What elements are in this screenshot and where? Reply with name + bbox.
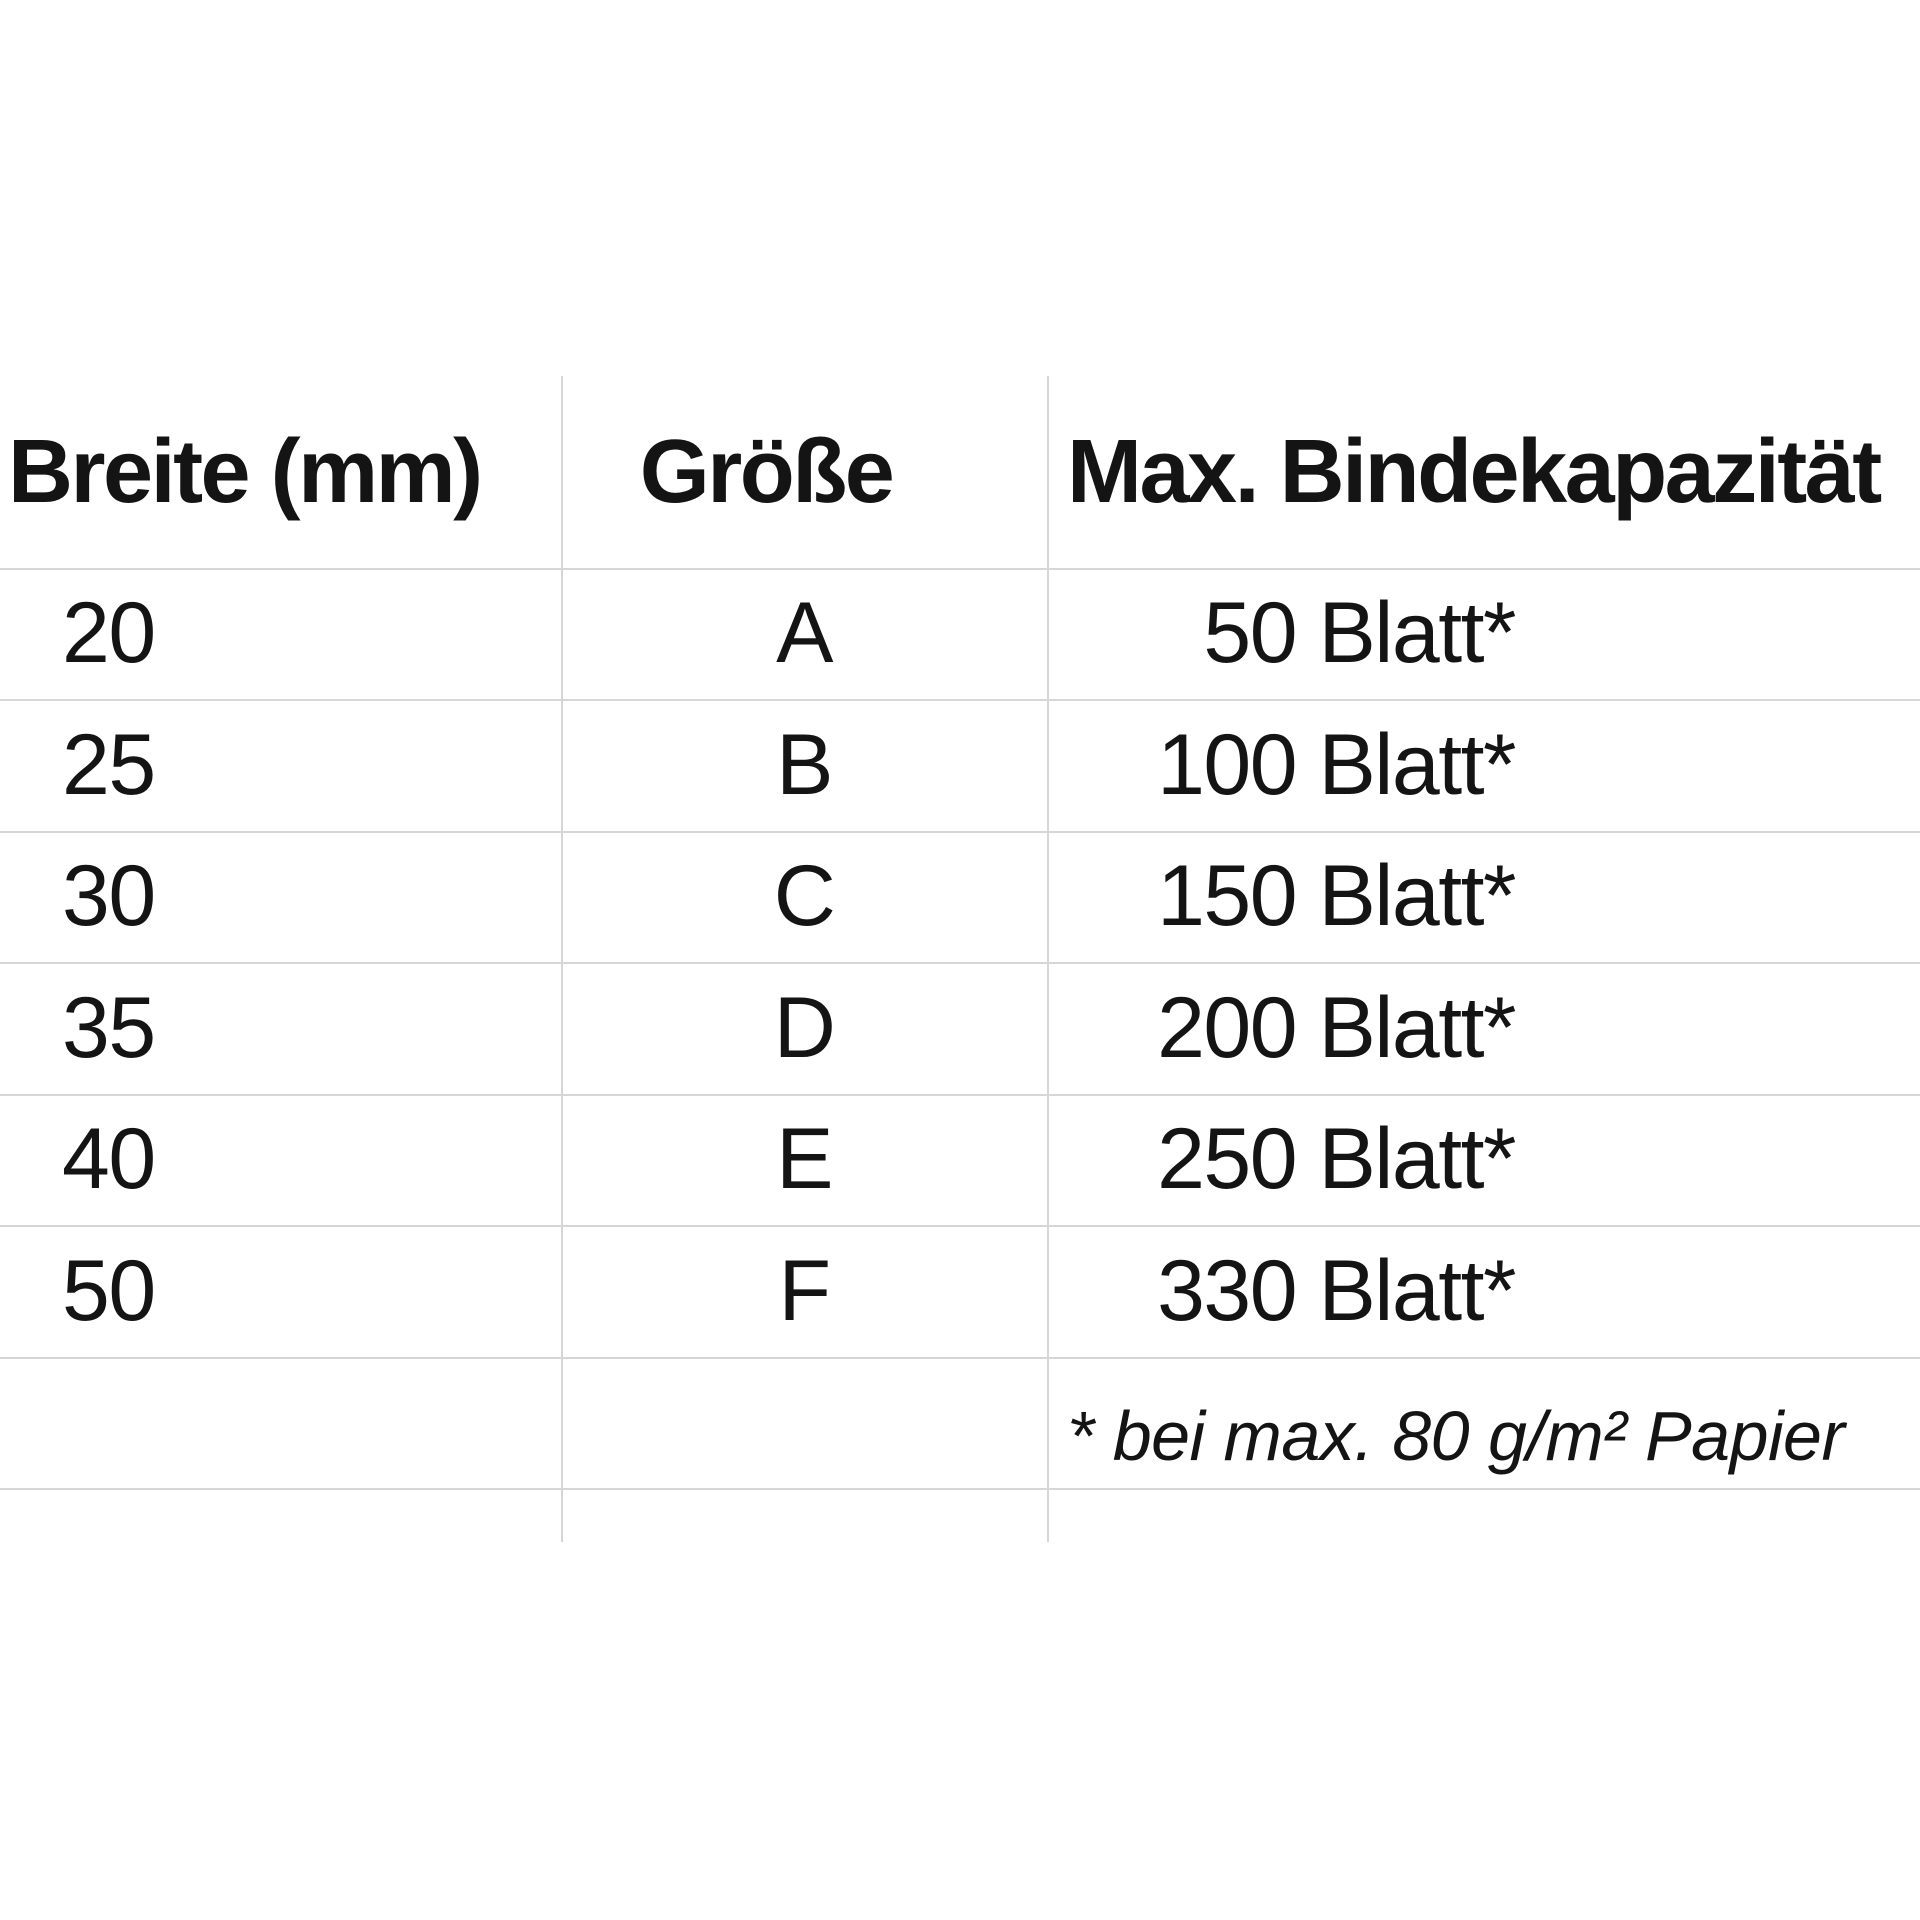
cell-breite: 20	[62, 585, 155, 681]
column-header-kapazitaet: Max. Bindekapazität	[1067, 421, 1880, 522]
cell-breite: 25	[62, 716, 155, 813]
table-header-row	[0, 376, 1920, 568]
cell-kapazitaet	[1047, 1225, 1920, 1357]
column-divider-1	[561, 376, 563, 1542]
cell-groesse: B	[776, 716, 832, 813]
cell-groesse: D	[773, 979, 835, 1076]
cell-kapazitaet	[1047, 831, 1920, 962]
kapazitaet-value: 150 Blatt*	[1157, 848, 1515, 944]
footnote-text: * bei max. 80 g/m² Papier	[1067, 1396, 1845, 1475]
cell-breite: 40	[62, 1111, 155, 1207]
cell-kapazitaet	[1047, 962, 1920, 1094]
column-header-breite: Breite (mm)	[8, 421, 481, 522]
row-divider	[0, 1357, 1920, 1359]
cell-kapazitaet	[1047, 568, 1920, 699]
column-divider-2	[1047, 376, 1049, 1542]
empty-cell	[0, 1357, 561, 1488]
row-divider	[0, 568, 1920, 570]
table-row	[0, 1094, 1920, 1225]
table-row	[0, 1225, 1920, 1357]
cell-kapazitaet	[1047, 1094, 1920, 1225]
kapazitaet-value: 330 Blatt*	[1157, 1242, 1515, 1339]
cell-groesse: E	[776, 1111, 832, 1207]
cell-groesse: A	[776, 585, 832, 681]
table-row	[0, 831, 1920, 962]
kapazitaet-value: 250 Blatt*	[1157, 1111, 1515, 1207]
row-divider	[0, 699, 1920, 701]
column-header-groesse: Größe	[639, 421, 893, 522]
row-divider	[0, 1488, 1920, 1490]
kapazitaet-value: 50 Blatt*	[1203, 585, 1515, 681]
cell-groesse: F	[778, 1242, 830, 1339]
kapazitaet-value: 200 Blatt*	[1157, 979, 1515, 1076]
cell-breite: 35	[62, 979, 155, 1076]
cell-breite: 50	[62, 1242, 155, 1339]
footnote-row	[0, 1357, 1920, 1488]
kapazitaet-value: 100 Blatt*	[1157, 716, 1515, 813]
footnote	[1047, 1357, 1920, 1488]
table-row	[0, 699, 1920, 831]
cell-breite: 30	[62, 848, 155, 944]
table-row	[0, 962, 1920, 1094]
row-divider	[0, 1094, 1920, 1096]
row-divider	[0, 962, 1920, 964]
table-row	[0, 568, 1920, 699]
row-divider	[0, 831, 1920, 833]
cell-kapazitaet	[1047, 699, 1920, 831]
cell-groesse: C	[773, 848, 835, 944]
empty-cell	[561, 1357, 1047, 1488]
row-divider	[0, 1225, 1920, 1227]
